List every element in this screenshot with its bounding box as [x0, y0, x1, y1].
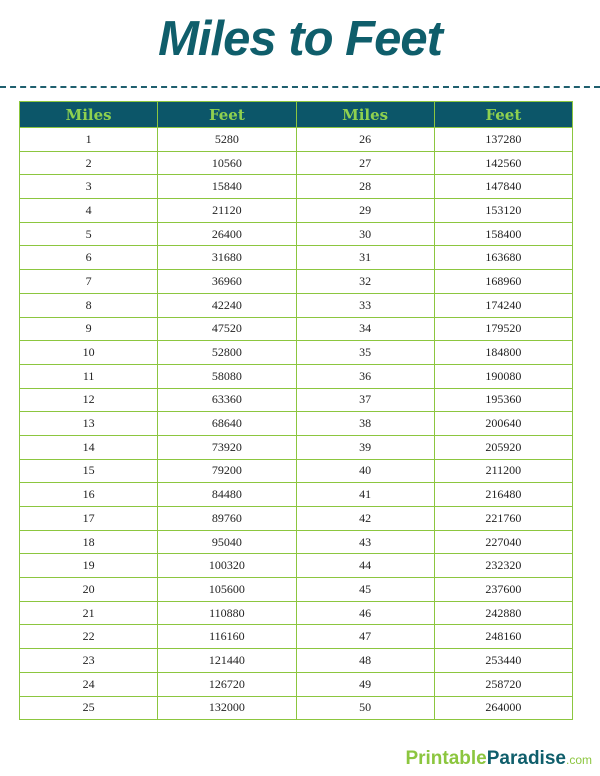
table-row — [20, 554, 573, 578]
feet-left-cell: 84480 — [158, 483, 296, 507]
table-row — [20, 649, 573, 673]
miles-right-cell: 30 — [296, 222, 434, 246]
feet-left-cell: 15840 — [158, 175, 296, 199]
feet-left-cell: 79200 — [158, 459, 296, 483]
feet-left-cell: 105600 — [158, 578, 296, 602]
table-row — [20, 128, 573, 152]
feet-left-cell: 68640 — [158, 412, 296, 436]
miles-right-cell: 50 — [296, 696, 434, 720]
miles-left-cell: 2 — [20, 151, 158, 175]
miles-right-cell: 49 — [296, 672, 434, 696]
table-row — [20, 151, 573, 175]
miles-left-cell: 9 — [20, 317, 158, 341]
feet-right-cell: 153120 — [434, 199, 572, 223]
header-miles-right: Miles — [296, 102, 434, 128]
feet-left-cell: 21120 — [158, 199, 296, 223]
header-feet-left: Feet — [158, 102, 296, 128]
feet-left-cell: 63360 — [158, 388, 296, 412]
brand-part2: Paradise — [486, 748, 566, 769]
table-row — [20, 364, 573, 388]
table-body — [20, 128, 573, 720]
feet-right-cell: 168960 — [434, 270, 572, 294]
miles-right-cell: 43 — [296, 530, 434, 554]
feet-left-cell: 132000 — [158, 696, 296, 720]
miles-right-cell: 28 — [296, 175, 434, 199]
feet-right-cell: 163680 — [434, 246, 572, 270]
feet-right-cell: 264000 — [434, 696, 572, 720]
miles-left-cell: 7 — [20, 270, 158, 294]
miles-right-cell: 33 — [296, 293, 434, 317]
miles-left-cell: 4 — [20, 199, 158, 223]
miles-left-cell: 12 — [20, 388, 158, 412]
header-feet-right: Feet — [434, 102, 572, 128]
feet-left-cell: 89760 — [158, 507, 296, 531]
miles-left-cell: 16 — [20, 483, 158, 507]
feet-right-cell: 258720 — [434, 672, 572, 696]
feet-right-cell: 137280 — [434, 128, 572, 152]
feet-left-cell: 121440 — [158, 649, 296, 673]
miles-right-cell: 46 — [296, 601, 434, 625]
feet-right-cell: 227040 — [434, 530, 572, 554]
feet-right-cell: 190080 — [434, 364, 572, 388]
conversion-table — [19, 101, 573, 720]
miles-right-cell: 27 — [296, 151, 434, 175]
header-miles-left: Miles — [20, 102, 158, 128]
miles-left-cell: 3 — [20, 175, 158, 199]
miles-right-cell: 48 — [296, 649, 434, 673]
miles-left-cell: 23 — [20, 649, 158, 673]
miles-left-cell: 25 — [20, 696, 158, 720]
feet-left-cell: 5280 — [158, 128, 296, 152]
table-row — [20, 270, 573, 294]
brand-part1: Printable — [405, 748, 487, 769]
miles-left-cell: 20 — [20, 578, 158, 602]
feet-right-cell: 174240 — [434, 293, 572, 317]
feet-left-cell: 100320 — [158, 554, 296, 578]
table-row — [20, 222, 573, 246]
miles-right-cell: 32 — [296, 270, 434, 294]
table-header-row — [20, 102, 573, 128]
table-row — [20, 412, 573, 436]
feet-left-cell: 42240 — [158, 293, 296, 317]
feet-right-cell: 147840 — [434, 175, 572, 199]
table-row — [20, 578, 573, 602]
feet-right-cell: 237600 — [434, 578, 572, 602]
miles-right-cell: 44 — [296, 554, 434, 578]
feet-right-cell: 195360 — [434, 388, 572, 412]
miles-right-cell: 45 — [296, 578, 434, 602]
miles-left-cell: 13 — [20, 412, 158, 436]
miles-right-cell: 42 — [296, 507, 434, 531]
table-row — [20, 483, 573, 507]
miles-left-cell: 15 — [20, 459, 158, 483]
table-row — [20, 696, 573, 720]
feet-right-cell: 253440 — [434, 649, 572, 673]
table-row — [20, 175, 573, 199]
miles-right-cell: 35 — [296, 341, 434, 365]
miles-left-cell: 17 — [20, 507, 158, 531]
table-row — [20, 317, 573, 341]
feet-left-cell: 58080 — [158, 364, 296, 388]
miles-right-cell: 29 — [296, 199, 434, 223]
table-row — [20, 507, 573, 531]
table-row — [20, 293, 573, 317]
feet-right-cell: 232320 — [434, 554, 572, 578]
miles-left-cell: 8 — [20, 293, 158, 317]
feet-right-cell: 142560 — [434, 151, 572, 175]
feet-left-cell: 126720 — [158, 672, 296, 696]
brand-logo — [405, 748, 592, 770]
table-row — [20, 625, 573, 649]
dashed-divider — [0, 86, 600, 88]
miles-left-cell: 1 — [20, 128, 158, 152]
feet-right-cell: 211200 — [434, 459, 572, 483]
miles-left-cell: 5 — [20, 222, 158, 246]
miles-right-cell: 39 — [296, 435, 434, 459]
miles-right-cell: 40 — [296, 459, 434, 483]
feet-right-cell: 184800 — [434, 341, 572, 365]
table-row — [20, 672, 573, 696]
brand-part3: .com — [565, 753, 592, 767]
miles-left-cell: 11 — [20, 364, 158, 388]
feet-right-cell: 179520 — [434, 317, 572, 341]
miles-right-cell: 41 — [296, 483, 434, 507]
feet-left-cell: 26400 — [158, 222, 296, 246]
feet-right-cell: 205920 — [434, 435, 572, 459]
table-row — [20, 388, 573, 412]
miles-left-cell: 14 — [20, 435, 158, 459]
feet-right-cell: 216480 — [434, 483, 572, 507]
miles-right-cell: 38 — [296, 412, 434, 436]
table-row — [20, 341, 573, 365]
miles-right-cell: 26 — [296, 128, 434, 152]
feet-left-cell: 110880 — [158, 601, 296, 625]
feet-left-cell: 95040 — [158, 530, 296, 554]
feet-left-cell: 116160 — [158, 625, 296, 649]
feet-right-cell: 221760 — [434, 507, 572, 531]
feet-left-cell: 10560 — [158, 151, 296, 175]
miles-left-cell: 21 — [20, 601, 158, 625]
feet-right-cell: 200640 — [434, 412, 572, 436]
miles-left-cell: 19 — [20, 554, 158, 578]
miles-left-cell: 10 — [20, 341, 158, 365]
feet-left-cell: 36960 — [158, 270, 296, 294]
miles-right-cell: 34 — [296, 317, 434, 341]
miles-right-cell: 47 — [296, 625, 434, 649]
miles-left-cell: 24 — [20, 672, 158, 696]
miles-right-cell: 31 — [296, 246, 434, 270]
table-row — [20, 199, 573, 223]
miles-left-cell: 18 — [20, 530, 158, 554]
table-row — [20, 601, 573, 625]
table-row — [20, 246, 573, 270]
table-row — [20, 530, 573, 554]
table-row — [20, 459, 573, 483]
feet-right-cell: 248160 — [434, 625, 572, 649]
feet-left-cell: 52800 — [158, 341, 296, 365]
feet-right-cell: 158400 — [434, 222, 572, 246]
feet-left-cell: 31680 — [158, 246, 296, 270]
table-row — [20, 435, 573, 459]
miles-right-cell: 36 — [296, 364, 434, 388]
feet-left-cell: 73920 — [158, 435, 296, 459]
feet-right-cell: 242880 — [434, 601, 572, 625]
miles-right-cell: 37 — [296, 388, 434, 412]
miles-left-cell: 6 — [20, 246, 158, 270]
miles-left-cell: 22 — [20, 625, 158, 649]
feet-left-cell: 47520 — [158, 317, 296, 341]
page-title: Miles to Feet — [158, 12, 442, 66]
